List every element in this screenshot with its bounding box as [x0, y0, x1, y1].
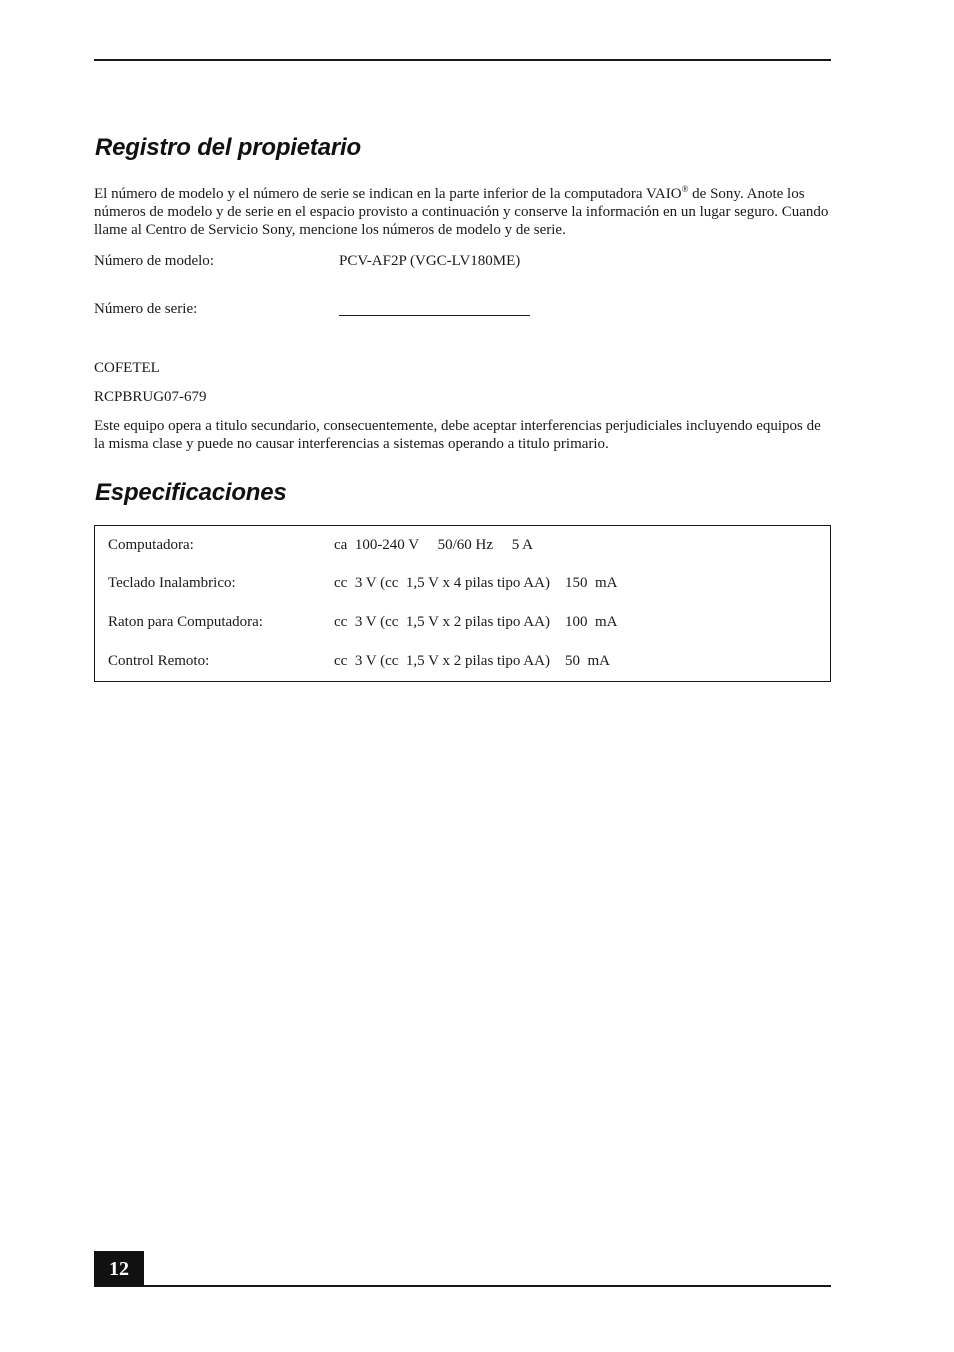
specifications-table [94, 525, 831, 682]
model-number-value: PCV-AF2P (VGC-LV180ME) [339, 253, 521, 269]
spec-label: Teclado Inalambrico: [108, 575, 236, 591]
regulator-name: COFETEL [94, 360, 160, 376]
spec-value: cc 3 V (cc 1,5 V x 2 pilas tipo AA) 50 mA [334, 653, 610, 669]
section-title-especificaciones: Especificaciones [95, 479, 287, 506]
top-rule [94, 59, 831, 61]
serial-number-blank-line [339, 315, 530, 316]
section-title-registro: Registro del propietario [95, 134, 361, 161]
spec-value: cc 3 V (cc 1,5 V x 4 pilas tipo AA) 150 mA [334, 575, 618, 591]
spec-label: Control Remoto: [108, 653, 210, 669]
spec-value: ca 100-240 V 50/60 Hz 5 A [334, 537, 534, 553]
regulatory-notice: Este equipo opera a titulo secundario, consecuentemente, debe aceptar interferencias perjudiciales incluyendo equipos de la misma clase y puede no causar interferencias a sistemas operando a titulo primario. [94, 418, 821, 452]
spec-row [95, 613, 830, 631]
spec-row [95, 536, 830, 554]
serial-number-label: Número de serie: [94, 301, 198, 317]
certificate-number: RCPBRUG07-679 [94, 389, 207, 405]
spec-row [95, 652, 830, 670]
spec-value: cc 3 V (cc 1,5 V x 2 pilas tipo AA) 100 mA [334, 614, 618, 630]
page-number: 12 [94, 1251, 144, 1287]
bottom-rule [94, 1285, 831, 1287]
model-number-label: Número de modelo: [94, 253, 214, 269]
spec-label: Raton para Computadora: [108, 614, 263, 630]
registered-mark: ® [681, 184, 689, 194]
intro-text-end: de Sony. Anote los números de modelo y de serie en el espacio provisto a continuación y conserve la información en un lugar seguro. Cuando llame al Centro de Servicio Sony, mencione los números de modelo y de serie. [94, 186, 829, 238]
intro-text-start: El número de modelo y el número de serie se indican en la parte inferior de la computadora VAIO [94, 186, 682, 202]
spec-row [95, 574, 830, 592]
spec-label: Computadora: [108, 537, 194, 553]
intro-paragraph [94, 185, 832, 239]
